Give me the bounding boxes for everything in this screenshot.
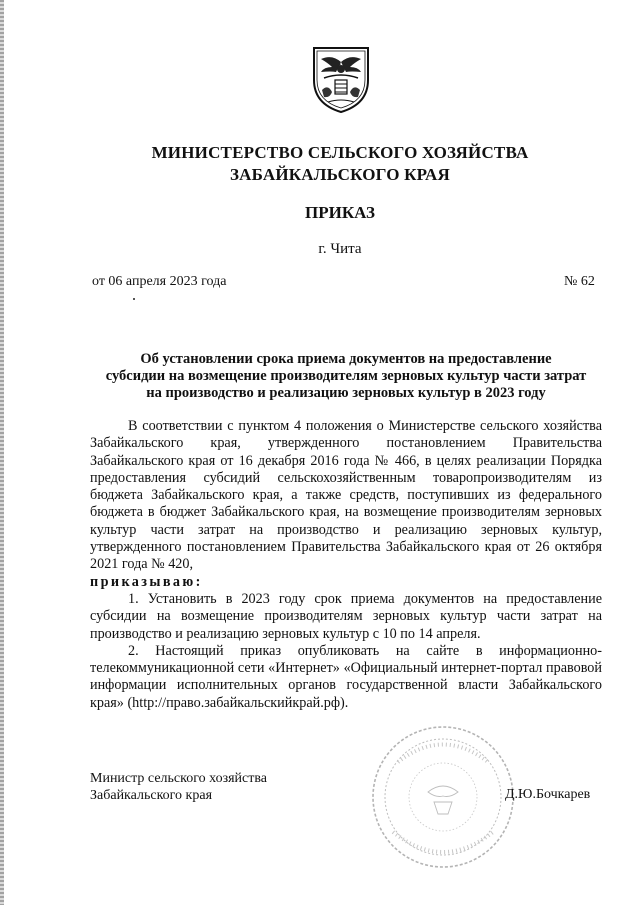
document-number: № 62 (564, 274, 595, 289)
city: г. Чита (318, 241, 362, 257)
document-subject (90, 351, 602, 402)
signer-name: Д.Ю.Бочкарев (505, 787, 591, 802)
preamble-text: В соответствии с пунктом 4 положения о Министерстве сельского хозяйства Забайкальского края, утвержденного постановлением Правительства Забайкальского края от 16 декабря 2016 года № 466, в целях реализации Порядка предоставления субсидий сельскохозяйственным товаропроизводителям из бюджета Забайкальского края, а также средств, поступивших из федерального бюджета в бюджет Забайкальского края, на возмещение производителям зерновых культур части затрат на производство и реализацию зерновых культур, утвержденного постановлением Правительства Забайкальского края от 26 октября 2021 года № 420, (90, 418, 602, 573)
signer-position (90, 770, 267, 804)
order-word: приказываю: (90, 573, 203, 590)
order-item-1: 1. Установить в 2023 году срок приема документов на предоставление субсидии на возмещение производителям зерновых культур части затрат на производство и реализацию зерновых культур с 10 по 14 апреля. (90, 590, 602, 642)
scan-speck (133, 298, 135, 300)
preamble-paragraph (90, 418, 602, 591)
coat-of-arms-icon (310, 42, 372, 114)
official-seal-stamp-icon (368, 722, 518, 872)
document-date: от 06 апреля 2023 года (92, 274, 227, 289)
ministry-name-line1: МИНИСТЕРСТВО СЕЛЬСКОГО ХОЗЯЙСТВА (151, 143, 529, 162)
order-item-2: 2. Настоящий приказ опубликовать на сайте в информационно-телекоммуникационной сети «Интернет» «Официальный интернет-портал правовой информации исполнительных органов государственной власти Забайкальского края» (http://право.забайкальскийкрай.рф). (90, 642, 602, 711)
subject-line: субсидии на возмещение производителям зерновых культур части затрат (105, 368, 587, 384)
subject-line: Об установлении срока приема документов на предоставление (140, 351, 552, 367)
ministry-name-line2: ЗАБАЙКАЛЬСКОГО КРАЯ (229, 165, 450, 184)
subject-line: на производство и реализацию зерновых культур в 2023 году (146, 385, 546, 401)
scan-edge-artifact (0, 0, 4, 905)
signer-position-line: Министр сельского хозяйства (90, 771, 267, 786)
document-body (90, 418, 602, 712)
signer-position-line: Забайкальского края (90, 788, 213, 803)
document-type: ПРИКАЗ (305, 203, 375, 222)
